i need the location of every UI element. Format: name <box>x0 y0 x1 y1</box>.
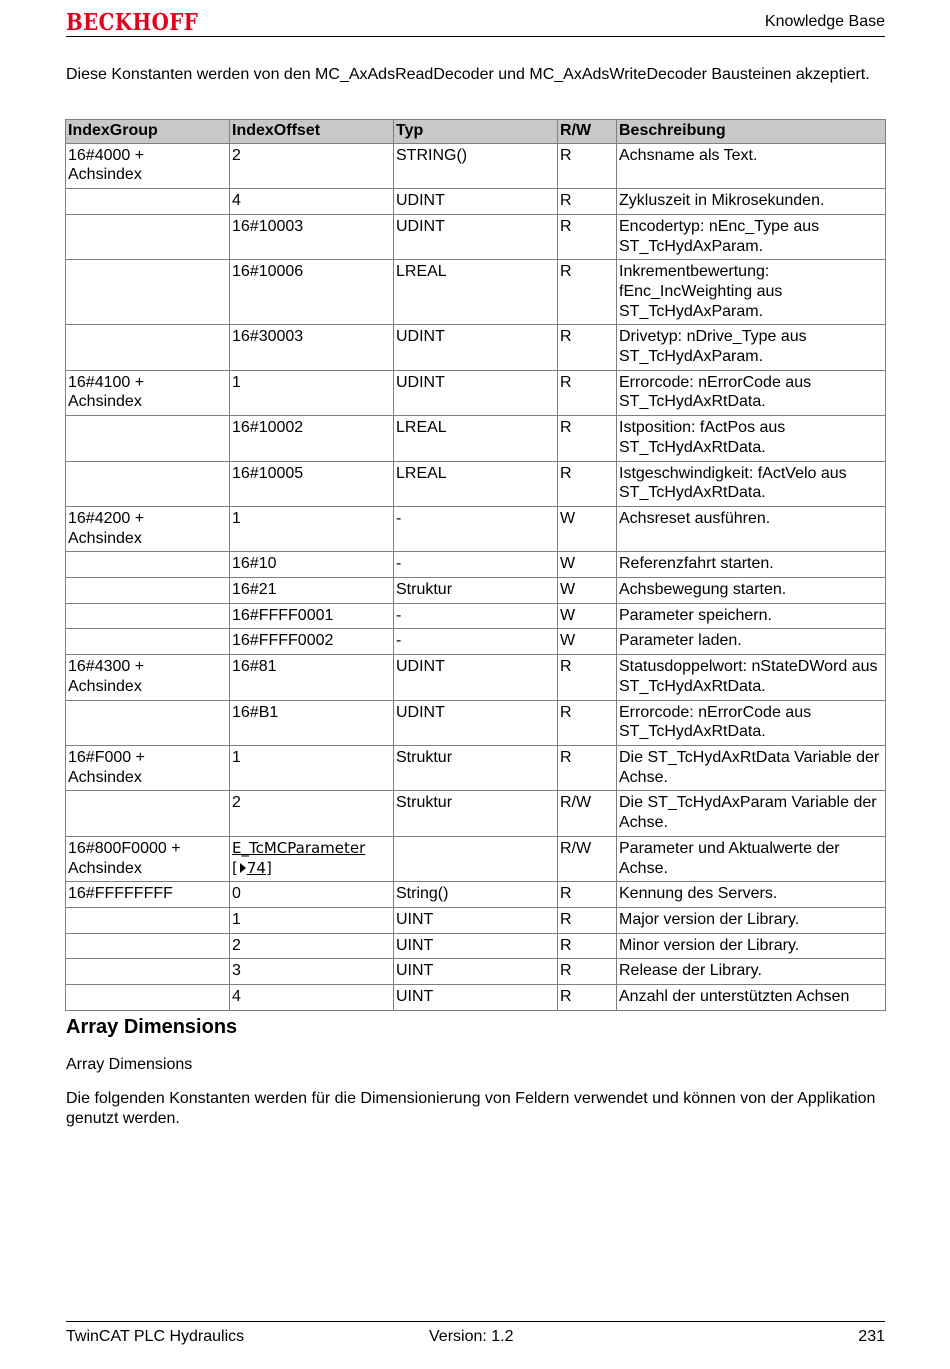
cell-indexoffset <box>230 603 394 629</box>
cell-indexoffset-text: 16#10006 <box>232 263 304 281</box>
cell-rw-text: R <box>560 464 572 482</box>
cell-beschreibung-text: Achsbewegung starten. <box>619 581 787 599</box>
cell-typ <box>394 143 558 188</box>
cell-beschreibung-text: Release der Library. <box>619 962 762 980</box>
cell-indexgroup <box>66 603 230 629</box>
cell-beschreibung <box>617 933 886 959</box>
cell-indexoffset <box>230 214 394 259</box>
triangle-right-icon <box>240 863 246 873</box>
table-row <box>66 461 886 506</box>
cell-indexoffset-text: 2 <box>232 146 241 164</box>
table-row <box>66 985 886 1011</box>
cell-indexoffset-text: 16#81 <box>232 658 277 676</box>
cell-indexoffset-text: 16#10003 <box>232 217 304 235</box>
cell-rw <box>558 260 617 325</box>
cell-beschreibung-text: Errorcode: nErrorCode aus ST_TcHydAxRtData. <box>619 373 812 411</box>
cell-indexgroup <box>66 959 230 985</box>
cell-typ <box>394 985 558 1011</box>
cell-beschreibung <box>617 578 886 604</box>
cell-typ <box>394 578 558 604</box>
cell-typ-text: UDINT <box>396 328 445 346</box>
cell-rw <box>558 985 617 1011</box>
cell-rw-text: W <box>560 555 576 573</box>
page-header <box>66 6 885 37</box>
cell-beschreibung <box>617 985 886 1011</box>
cell-typ <box>394 907 558 933</box>
cell-rw-text: R <box>560 217 572 235</box>
beckhoff-logo: BECKHOFF <box>66 9 199 36</box>
cell-beschreibung <box>617 189 886 215</box>
col-header-typ: Typ <box>394 120 558 144</box>
cell-typ-text: - <box>396 606 402 624</box>
cell-indexgroup <box>66 933 230 959</box>
cell-indexgroup-text: 16#4100 + Achsindex <box>68 373 145 411</box>
cell-indexoffset-text: 4 <box>232 192 241 210</box>
cell-typ <box>394 836 558 881</box>
cell-indexgroup <box>66 836 230 881</box>
table-body <box>66 143 886 1010</box>
cell-beschreibung <box>617 603 886 629</box>
section-paragraph: Die folgenden Konstanten werden für die Dimensionierung von Feldern verwendet und können von der Applikation genutzt werden. <box>66 1090 876 1127</box>
cell-beschreibung-text: Zykluszeit in Mikrosekunden. <box>619 192 825 210</box>
cell-rw-text: R <box>560 146 572 164</box>
cell-indexoffset-text: 16#30003 <box>232 328 304 346</box>
cell-rw <box>558 416 617 461</box>
constants-table <box>65 119 886 1011</box>
cell-rw <box>558 700 617 745</box>
cell-typ-text: UINT <box>396 988 434 1006</box>
cell-rw <box>558 933 617 959</box>
cell-rw-text: R <box>560 419 572 437</box>
cell-typ-text: UINT <box>396 936 434 954</box>
table-row <box>66 189 886 215</box>
cell-indexoffset-text: 16#10002 <box>232 419 304 437</box>
cell-beschreibung <box>617 143 886 188</box>
cell-rw-text: R/W <box>560 839 592 857</box>
cell-indexoffset-text: 4 <box>232 988 241 1006</box>
cell-typ-text: LREAL <box>396 464 447 482</box>
table-row <box>66 933 886 959</box>
cell-typ-text: UINT <box>396 962 434 980</box>
cell-indexoffset <box>230 959 394 985</box>
cell-rw-text: R <box>560 192 572 210</box>
table-row <box>66 907 886 933</box>
cell-indexoffset-text: 1 <box>232 509 241 527</box>
cell-rw <box>558 325 617 370</box>
table-row <box>66 959 886 985</box>
cell-beschreibung <box>617 882 886 908</box>
table-row <box>66 791 886 836</box>
cell-rw <box>558 506 617 551</box>
col-header-indexoffset: IndexOffset <box>230 120 394 144</box>
table-row <box>66 655 886 700</box>
cell-rw-text: W <box>560 581 576 599</box>
cell-rw <box>558 370 617 415</box>
cell-typ-text: STRING() <box>396 146 468 164</box>
cell-typ <box>394 700 558 745</box>
cell-indexoffset <box>230 836 394 881</box>
cell-typ <box>394 959 558 985</box>
cell-beschreibung-text: Inkrementbewertung: fEnc_IncWeighting aus ST_TcHydAxParam. <box>619 263 783 320</box>
cell-beschreibung-text: Die ST_TcHydAxParam Variable der Achse. <box>619 794 877 832</box>
cell-indexoffset <box>230 461 394 506</box>
cell-typ <box>394 260 558 325</box>
cell-indexgroup <box>66 629 230 655</box>
table-row <box>66 143 886 188</box>
cell-beschreibung <box>617 700 886 745</box>
cell-typ <box>394 325 558 370</box>
cell-typ <box>394 461 558 506</box>
cell-indexoffset <box>230 143 394 188</box>
cell-indexgroup-text: 16#FFFFFFFF <box>68 885 173 903</box>
cell-typ-text: - <box>396 555 402 573</box>
table-row <box>66 578 886 604</box>
cell-indexoffset-text: 1 <box>232 910 241 928</box>
cell-indexoffset <box>230 189 394 215</box>
col-header-indexgroup: IndexGroup <box>66 120 230 144</box>
col-header-rw: R/W <box>558 120 617 144</box>
cell-indexgroup <box>66 325 230 370</box>
cell-beschreibung-text: Major version der Library. <box>619 910 800 928</box>
cell-rw-text: R <box>560 658 572 676</box>
cell-rw <box>558 959 617 985</box>
cell-rw <box>558 629 617 655</box>
cell-typ <box>394 552 558 578</box>
cell-indexoffset-text: 16#10 <box>232 555 277 573</box>
cell-indexgroup <box>66 907 230 933</box>
table-row <box>66 603 886 629</box>
cell-indexoffset-text: 3 <box>232 962 241 980</box>
table-header-row <box>66 120 886 144</box>
cell-rw-text: R <box>560 263 572 281</box>
cell-typ <box>394 655 558 700</box>
cell-beschreibung-text: Istgeschwindigkeit: fActVelo aus ST_TcHydAxRtData. <box>619 464 847 502</box>
cell-indexoffset <box>230 985 394 1011</box>
cell-typ <box>394 214 558 259</box>
cell-typ-text: Struktur <box>396 581 453 599</box>
cell-beschreibung-text: Achsname als Text. <box>619 146 758 164</box>
cell-beschreibung <box>617 370 886 415</box>
cell-indexoffset <box>230 933 394 959</box>
cell-indexgroup-text: 16#4000 + Achsindex <box>68 146 145 184</box>
cell-beschreibung <box>617 325 886 370</box>
cell-beschreibung <box>617 745 886 790</box>
cell-rw-text: R <box>560 328 572 346</box>
cell-indexgroup <box>66 552 230 578</box>
cell-rw <box>558 143 617 188</box>
cell-typ <box>394 603 558 629</box>
cell-indexoffset-text: 1 <box>232 373 241 391</box>
cell-rw <box>558 214 617 259</box>
cell-typ-text: UDINT <box>396 373 445 391</box>
table-row <box>66 325 886 370</box>
cell-indexoffset <box>230 578 394 604</box>
table-row <box>66 416 886 461</box>
cell-rw-text: R <box>560 748 572 766</box>
cell-rw-text: R <box>560 910 572 928</box>
cell-rw <box>558 603 617 629</box>
section-heading: Array Dimensions <box>66 1016 238 1038</box>
cell-indexoffset <box>230 506 394 551</box>
cell-typ <box>394 745 558 790</box>
cell-rw <box>558 552 617 578</box>
cell-indexoffset-text: 1 <box>232 748 241 766</box>
cell-indexgroup <box>66 791 230 836</box>
section-subheading: Array Dimensions <box>66 1056 193 1073</box>
cell-indexgroup <box>66 461 230 506</box>
cell-beschreibung-text: Parameter laden. <box>619 632 742 650</box>
table-row <box>66 552 886 578</box>
cell-indexgroup <box>66 578 230 604</box>
footer-version: Version: 1.2 <box>429 1328 514 1345</box>
cell-rw <box>558 189 617 215</box>
cell-indexoffset-text: 16#21 <box>232 581 277 599</box>
page-reference-link[interactable]: [ 74] <box>232 858 272 877</box>
cell-indexgroup <box>66 700 230 745</box>
cell-typ <box>394 506 558 551</box>
cell-rw <box>558 882 617 908</box>
cell-typ <box>394 416 558 461</box>
cell-typ-text: - <box>396 632 402 650</box>
cell-rw-text: R <box>560 703 572 721</box>
cell-indexgroup <box>66 882 230 908</box>
cell-typ <box>394 189 558 215</box>
cell-rw <box>558 461 617 506</box>
cell-indexgroup-text: 16#F000 + Achsindex <box>68 748 145 786</box>
cell-indexoffset <box>230 745 394 790</box>
cell-indexoffset-text: 0 <box>232 885 241 903</box>
cell-typ-text: Struktur <box>396 794 453 812</box>
cell-indexoffset <box>230 655 394 700</box>
cell-indexgroup <box>66 189 230 215</box>
cell-rw <box>558 578 617 604</box>
cell-typ-text: Struktur <box>396 748 453 766</box>
header-section-label: Knowledge Base <box>764 13 885 30</box>
table-row <box>66 700 886 745</box>
cell-beschreibung <box>617 629 886 655</box>
cell-indexgroup <box>66 506 230 551</box>
cell-typ <box>394 791 558 836</box>
cell-indexoffset-text: 2 <box>232 794 241 812</box>
cell-typ-text: - <box>396 509 402 527</box>
cell-typ <box>394 370 558 415</box>
cell-indexoffset-text: 16#FFFF0002 <box>232 632 334 650</box>
cell-indexgroup-text: 16#4300 + Achsindex <box>68 658 145 695</box>
cell-beschreibung <box>617 836 886 881</box>
cell-typ <box>394 933 558 959</box>
cell-beschreibung-text: Drivetyp: nDrive_Type aus ST_TcHydAxParam. <box>619 328 807 366</box>
cell-indexgroup <box>66 416 230 461</box>
cell-indexoffset <box>230 700 394 745</box>
cell-rw-text: R/W <box>560 794 592 812</box>
cell-rw <box>558 745 617 790</box>
cell-indexoffset <box>230 260 394 325</box>
cell-indexoffset <box>230 370 394 415</box>
cell-rw-text: R <box>560 373 572 391</box>
cell-rw-text: W <box>560 632 576 650</box>
cell-rw-text: R <box>560 936 572 954</box>
cell-beschreibung-text: Anzahl der unterstützten Achsen <box>619 988 850 1006</box>
cross-reference-link[interactable]: E_TcMCParameter <box>232 838 366 857</box>
cell-beschreibung <box>617 959 886 985</box>
table-row <box>66 506 886 551</box>
cell-beschreibung-text: Errorcode: nErrorCode aus ST_TcHydAxRtData. <box>619 703 812 741</box>
cell-indexoffset-text: 2 <box>232 936 241 954</box>
cell-indexgroup <box>66 214 230 259</box>
cell-indexgroup <box>66 985 230 1011</box>
cell-rw-text: R <box>560 885 572 903</box>
cell-typ-text: UINT <box>396 910 434 928</box>
cell-rw <box>558 791 617 836</box>
cell-beschreibung-text: Kennung des Servers. <box>619 885 778 903</box>
cell-beschreibung <box>617 260 886 325</box>
cell-beschreibung <box>617 461 886 506</box>
cell-indexoffset-text: 16#10005 <box>232 464 304 482</box>
cell-beschreibung-text: Die ST_TcHydAxRtData Variable der Achse. <box>619 748 880 786</box>
cell-beschreibung <box>617 655 886 700</box>
cell-indexoffset <box>230 629 394 655</box>
cell-rw <box>558 655 617 700</box>
cell-typ <box>394 882 558 908</box>
cell-indexgroup <box>66 745 230 790</box>
cell-rw-text: R <box>560 988 572 1006</box>
cell-beschreibung-text: Achsreset ausführen. <box>619 509 771 527</box>
cell-indexgroup-text: 16#4200 + Achsindex <box>68 509 145 547</box>
cell-typ-text: LREAL <box>396 263 447 281</box>
cell-indexgroup-text: 16#800F0000 + Achsindex <box>68 839 181 877</box>
cell-indexoffset-text: 16#B1 <box>232 703 279 721</box>
cell-indexgroup <box>66 260 230 325</box>
cell-indexoffset <box>230 552 394 578</box>
page-footer <box>66 1321 885 1350</box>
cell-rw-text: W <box>560 509 576 527</box>
cell-typ-text: UDINT <box>396 192 445 210</box>
cell-typ-text: UDINT <box>396 658 445 676</box>
cell-beschreibung <box>617 791 886 836</box>
cell-typ-text: LREAL <box>396 419 447 437</box>
table-row <box>66 370 886 415</box>
intro-paragraph: Diese Konstanten werden von den MC_AxAdsReadDecoder und MC_AxAdsWriteDecoder Bausteinen akzeptiert. <box>66 66 870 83</box>
table-row <box>66 745 886 790</box>
cell-rw <box>558 836 617 881</box>
cell-indexgroup <box>66 370 230 415</box>
cell-beschreibung-text: Statusdoppelwort: nStateDWord aus ST_TcHydAxRtData. <box>619 658 878 695</box>
cell-beschreibung-text: Istposition: fActPos aus ST_TcHydAxRtData. <box>619 419 786 456</box>
cell-typ-text: UDINT <box>396 217 445 235</box>
cell-beschreibung <box>617 552 886 578</box>
cell-typ-text: UDINT <box>396 703 445 721</box>
table-row <box>66 214 886 259</box>
cell-typ-text: String() <box>396 885 449 903</box>
footer-page-number: 231 <box>858 1328 885 1345</box>
table-row <box>66 629 886 655</box>
table-row <box>66 260 886 325</box>
footer-product: TwinCAT PLC Hydraulics <box>66 1328 245 1345</box>
cell-beschreibung-text: Encodertyp: nEnc_Type aus ST_TcHydAxParam. <box>619 217 820 255</box>
cell-rw-text: R <box>560 962 572 980</box>
cell-beschreibung-text: Referenzfahrt starten. <box>619 555 774 573</box>
cell-indexgroup <box>66 143 230 188</box>
table-row <box>66 836 886 881</box>
table-row <box>66 882 886 908</box>
cell-indexoffset <box>230 907 394 933</box>
cell-indexoffset <box>230 416 394 461</box>
cell-beschreibung <box>617 416 886 461</box>
cell-indexoffset <box>230 882 394 908</box>
cell-beschreibung <box>617 506 886 551</box>
cell-beschreibung <box>617 214 886 259</box>
cell-indexoffset <box>230 325 394 370</box>
cell-beschreibung-text: Minor version der Library. <box>619 936 800 954</box>
cell-indexoffset-text: 16#FFFF0001 <box>232 606 334 624</box>
col-header-beschreibung: Beschreibung <box>617 120 886 144</box>
cell-rw-text: W <box>560 606 576 624</box>
cell-indexoffset <box>230 791 394 836</box>
cell-beschreibung <box>617 907 886 933</box>
cell-indexgroup <box>66 655 230 700</box>
cell-beschreibung-text: Parameter speichern. <box>619 606 772 624</box>
cell-rw <box>558 907 617 933</box>
cell-beschreibung-text: Parameter und Aktualwerte der Achse. <box>619 839 840 877</box>
cell-typ <box>394 629 558 655</box>
